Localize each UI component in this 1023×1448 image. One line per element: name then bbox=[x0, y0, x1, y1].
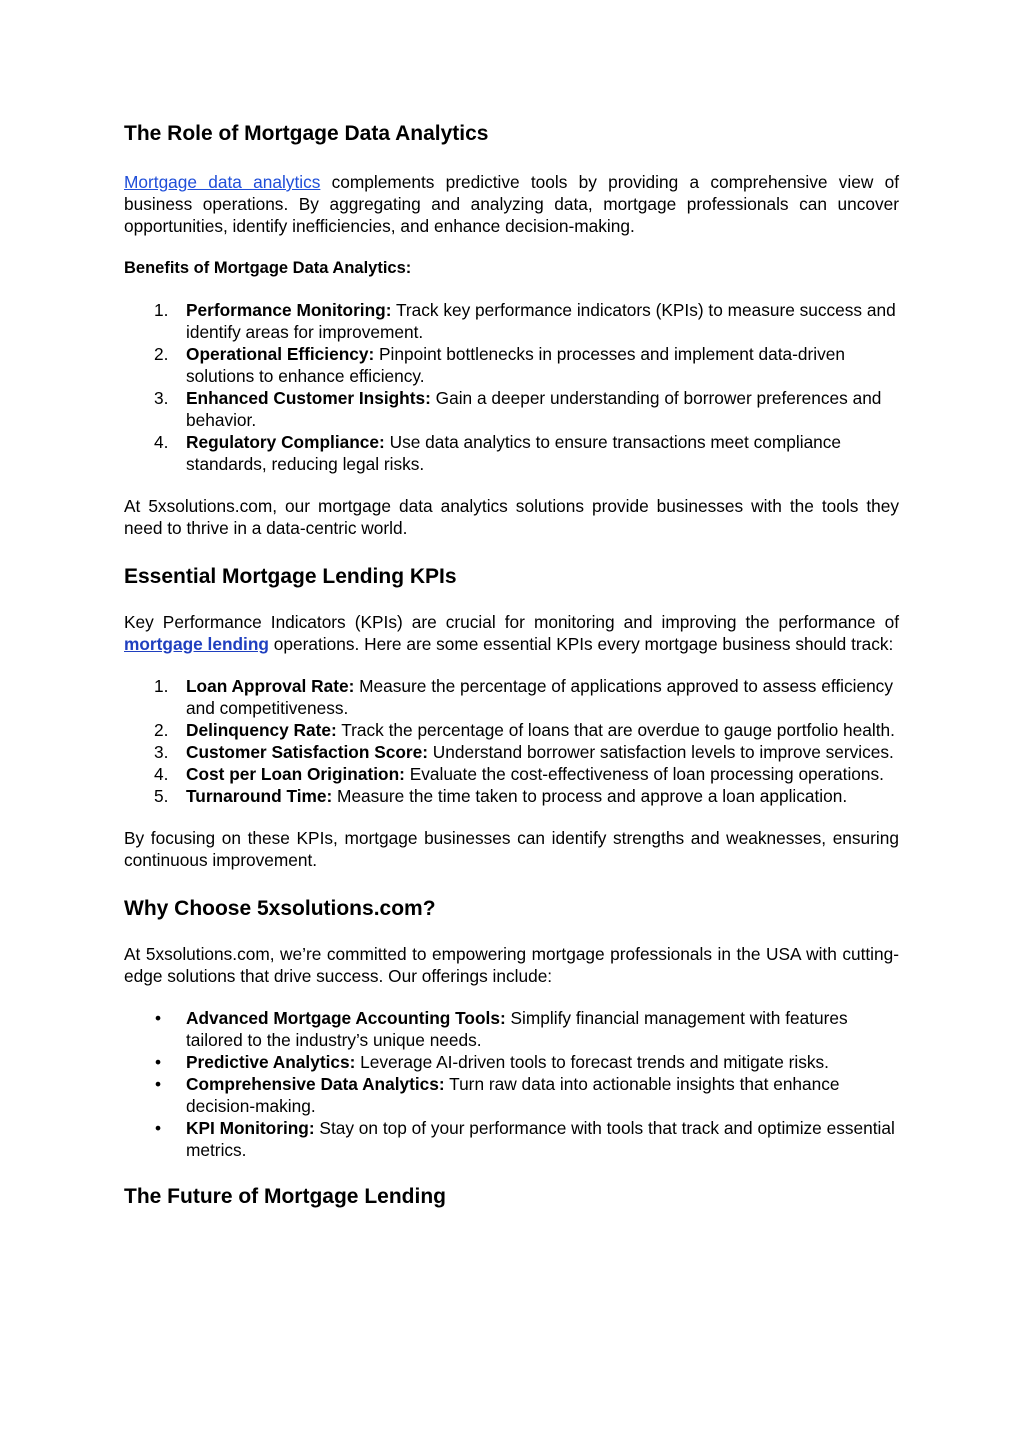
section-heading-why-choose: Why Choose 5xsolutions.com? bbox=[124, 897, 436, 920]
item-title: Loan Approval Rate: bbox=[186, 676, 355, 696]
section-heading-data-analytics: The Role of Mortgage Data Analytics bbox=[124, 122, 489, 145]
mortgage-lending-link[interactable]: mortgage lending bbox=[124, 634, 269, 654]
benefits-list bbox=[124, 299, 899, 475]
list-number: 3. bbox=[154, 742, 169, 762]
item-text: Use data analytics to ensure transactions meet compliance standards, reducing legal risks. bbox=[186, 432, 842, 474]
list-item bbox=[124, 1117, 899, 1161]
item-text: Gain a deeper understanding of borrower preferences and behavior. bbox=[186, 388, 882, 430]
intro-text-after: operations. Here are some essential KPIs every mortgage business should track: bbox=[268, 634, 894, 654]
item-title: Cost per Loan Origination: bbox=[186, 764, 405, 784]
item-text: Stay on top of your performance with tools that track and optimize essential metrics. bbox=[186, 1118, 895, 1160]
bullet-icon: • bbox=[155, 1052, 162, 1072]
bullet-icon: • bbox=[155, 1118, 162, 1138]
section-heading-future: The Future of Mortgage Lending bbox=[124, 1185, 446, 1208]
list-number: 3. bbox=[154, 388, 169, 408]
item-title: Predictive Analytics: bbox=[186, 1052, 356, 1072]
bullet-icon: • bbox=[155, 1074, 162, 1094]
item-title: Delinquency Rate: bbox=[186, 720, 337, 740]
list-item bbox=[124, 675, 899, 719]
item-title: Operational Efficiency: bbox=[186, 344, 375, 364]
intro-paragraph-why-choose: At 5xsolutions.com, we’re committed to empowering mortgage professionals in the USA with cutting-edge solutions that drive success. Our offerings include: bbox=[124, 944, 899, 986]
list-number: 2. bbox=[154, 720, 169, 740]
list-item bbox=[124, 1051, 899, 1073]
item-text: Track key performance indicators (KPIs) to measure success and identify areas for improvement. bbox=[186, 300, 896, 342]
list-number: 4. bbox=[154, 764, 169, 784]
bullet-icon: • bbox=[155, 1008, 162, 1028]
document-page bbox=[124, 120, 899, 1211]
closing-paragraph-kpis: By focusing on these KPIs, mortgage businesses can identify strengths and weaknesses, ensuring continuous improvement. bbox=[124, 828, 899, 870]
item-title: KPI Monitoring: bbox=[186, 1118, 315, 1138]
list-item bbox=[124, 1007, 899, 1051]
item-text: Pinpoint bottlenecks in processes and implement data-driven solutions to enhance efficiency. bbox=[186, 344, 845, 386]
item-text: Leverage AI-driven tools to forecast trends and mitigate risks. bbox=[355, 1052, 829, 1072]
list-number: 5. bbox=[154, 786, 169, 806]
item-title: Performance Monitoring: bbox=[186, 300, 392, 320]
list-item bbox=[124, 1073, 899, 1117]
list-item bbox=[124, 785, 899, 807]
item-text: Track the percentage of loans that are overdue to gauge portfolio health. bbox=[336, 720, 895, 740]
item-title: Enhanced Customer Insights: bbox=[186, 388, 431, 408]
offerings-list bbox=[124, 1007, 899, 1161]
kpi-list bbox=[124, 675, 899, 807]
list-item bbox=[124, 387, 899, 431]
section-heading-kpis: Essential Mortgage Lending KPIs bbox=[124, 565, 457, 588]
item-text: Turn raw data into actionable insights that enhance decision-making. bbox=[186, 1074, 840, 1116]
intro-text: complements predictive tools by providing a comprehensive view of business operations. By aggregating and analyzing data, mortgage professionals can uncover opportunities, identify inefficiencies, and enhance decision-making. bbox=[124, 172, 899, 236]
list-number: 2. bbox=[154, 344, 169, 364]
item-title: Customer Satisfaction Score: bbox=[186, 742, 428, 762]
item-title: Comprehensive Data Analytics: bbox=[186, 1074, 445, 1094]
item-text: Simplify financial management with features tailored to the industry’s unique needs. bbox=[186, 1008, 848, 1050]
intro-text-before: Key Performance Indicators (KPIs) are crucial for monitoring and improving the performance of bbox=[124, 612, 899, 632]
item-text: Measure the percentage of applications approved to assess efficiency and competitiveness. bbox=[186, 676, 893, 718]
item-title: Turnaround Time: bbox=[186, 786, 333, 806]
list-item bbox=[124, 343, 899, 387]
item-text: Measure the time taken to process and approve a loan application. bbox=[332, 786, 848, 806]
list-item bbox=[124, 299, 899, 343]
intro-paragraph-data-analytics bbox=[124, 171, 899, 237]
list-number: 1. bbox=[154, 300, 169, 320]
list-number: 4. bbox=[154, 432, 169, 452]
item-title: Advanced Mortgage Accounting Tools: bbox=[186, 1008, 506, 1028]
item-text: Understand borrower satisfaction levels to improve services. bbox=[428, 742, 894, 762]
benefits-label: Benefits of Mortgage Data Analytics: bbox=[124, 259, 412, 277]
mortgage-data-analytics-link[interactable]: Mortgage data analytics bbox=[124, 172, 321, 192]
list-item bbox=[124, 741, 899, 763]
intro-paragraph-kpis bbox=[124, 611, 899, 655]
item-title: Regulatory Compliance: bbox=[186, 432, 385, 452]
list-item bbox=[124, 763, 899, 785]
list-item bbox=[124, 719, 899, 741]
item-text: Evaluate the cost-effectiveness of loan processing operations. bbox=[404, 764, 884, 784]
closing-paragraph-data-analytics: At 5xsolutions.com, our mortgage data analytics solutions provide businesses with the tools they need to thrive in a data-centric world. bbox=[124, 496, 899, 538]
list-item bbox=[124, 431, 899, 475]
list-number: 1. bbox=[154, 676, 169, 696]
